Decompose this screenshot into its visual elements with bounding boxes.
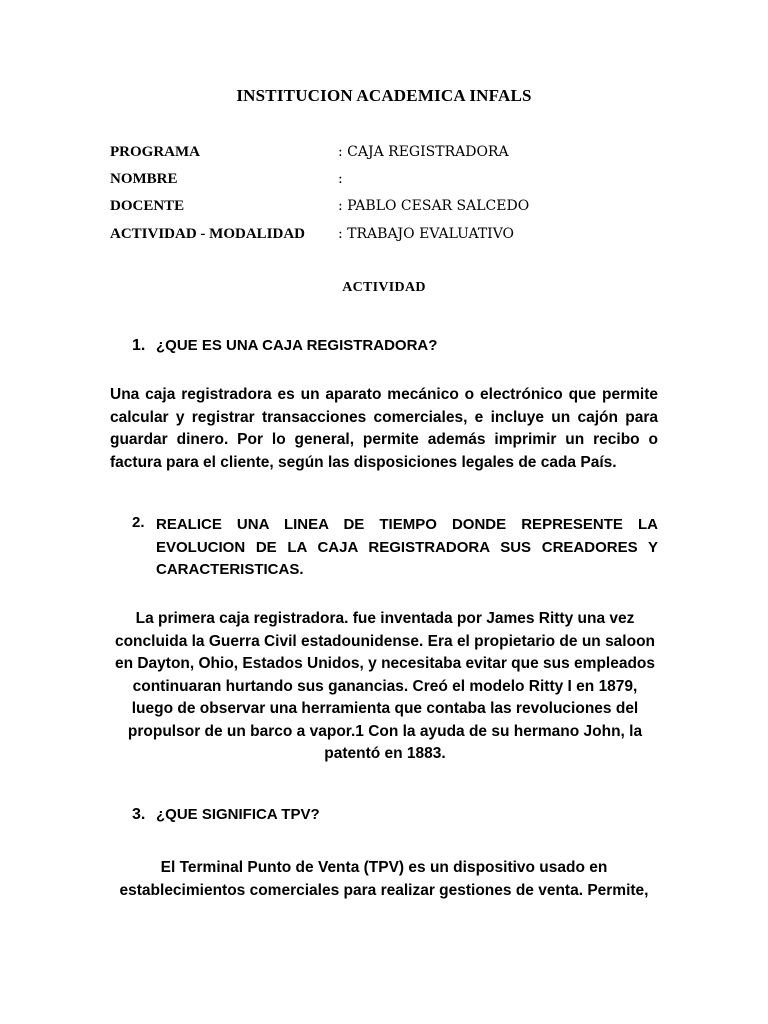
question-text: REALICE UNA LINEA DE TIEMPO DONDE REPRESENTE LA EVOLUCION DE LA CAJA REGISTRADORA SUS CREADORES Y CARACTERISTICAS.	[156, 516, 658, 578]
info-row-docente	[110, 198, 670, 220]
activity-heading: ACTIVIDAD	[342, 280, 426, 295]
info-value: : CAJA REGISTRADORA	[338, 144, 509, 160]
question-3	[132, 806, 672, 828]
info-label: DOCENTE	[110, 198, 185, 214]
question-1	[132, 337, 672, 359]
answer-2: La primera caja registradora. fue inventada por James Ritty una vez concluida la Guerra Civil estadounidense. Era el propietario de un saloon en Dayton, Ohio, Estados Unidos, y necesitaba evitar que sus empleados continuaran hurtando sus ganancias. Creó el modelo Ritty I en 1879, luego de observar una herramienta que contaba las revoluciones del propulsor de un barco a vapor.1 Con la ayuda de su hermano John, la patentó en 1883.	[114, 610, 656, 762]
question-2	[132, 514, 658, 584]
document-title: INSTITUCION ACADEMICA INFALS	[236, 86, 532, 105]
answer-1: Una caja registradora es un aparato mecánico o electrónico que permite calcular y registrar transacciones comerciales, e incluye un cajón para guardar dinero. Por lo general, permite además imprimir un recibo o factura para el cliente, según las disposiciones legales de cada País.	[110, 386, 658, 471]
info-row-programa	[110, 144, 670, 166]
question-text: ¿QUE SIGNIFICA TPV?	[156, 806, 320, 823]
info-row-nombre	[110, 171, 670, 193]
info-value: : PABLO CESAR SALCEDO	[338, 198, 530, 214]
answer-3: El Terminal Punto de Venta (TPV) es un dispositivo usado en establecimientos comerciales para realizar gestiones de venta. Permite,	[119, 859, 649, 899]
info-label: NOMBRE	[110, 171, 178, 187]
question-number: 3.	[132, 806, 146, 823]
question-text: ¿QUE ES UNA CAJA REGISTRADORA?	[156, 337, 438, 354]
info-value: : TRABAJO EVALUATIVO	[338, 226, 515, 242]
info-label: ACTIVIDAD - MODALIDAD	[110, 226, 305, 242]
question-number: 2.	[132, 514, 145, 531]
info-label: PROGRAMA	[110, 144, 200, 160]
info-row-actividad-modalidad	[110, 226, 670, 248]
info-value: :	[338, 171, 343, 187]
question-number: 1.	[132, 337, 146, 354]
